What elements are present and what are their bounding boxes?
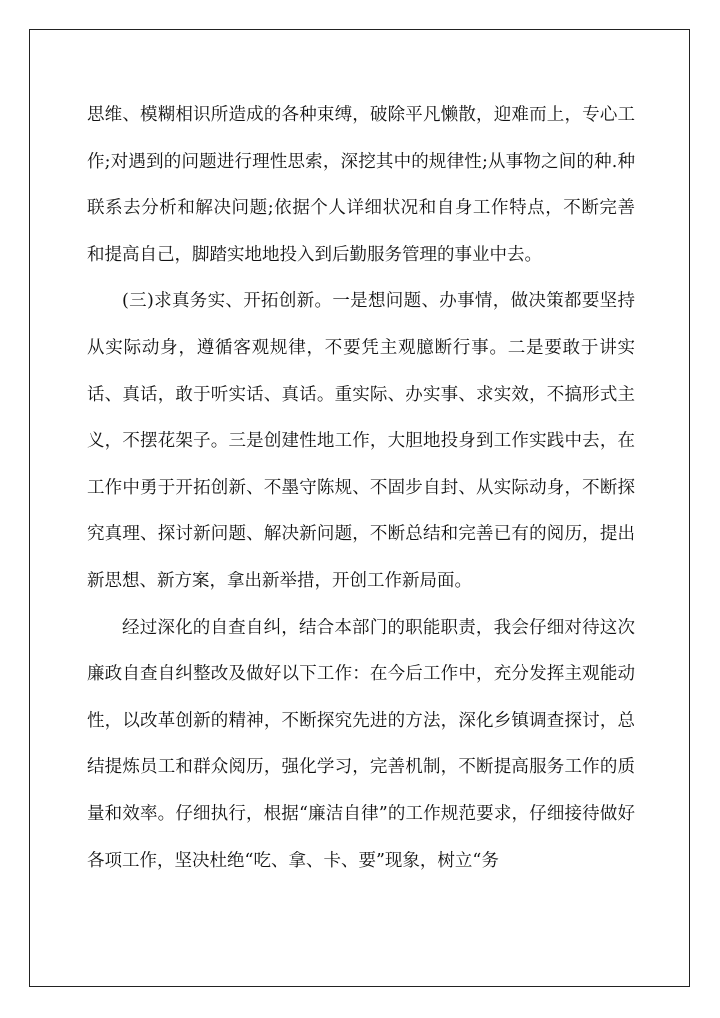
document-body [87, 92, 635, 884]
paragraph-seek-truth: (三)求真务实、开拓创新。一是想问题、办事情，做决策都要坚持从实际动身，遵循客观规律，不要凭主观臆断行事。二是要敢于讲实话、真话，敢于听实话、真话。重实际、办实事、求实效，不搞形式主义，不摆花架子。三是创建性地工作，大胆地投身到工作实践中去，在工作中勇于开拓创新、不墨守陈规、不固步自封、从实际动身，不断探究真理、探讨新问题、解决新问题，不断总结和完善已有的阅历，提出新思想、新方案，拿出新举措，开创工作新局面。 [87, 291, 635, 591]
paragraph-self-inspection: 经过深化的自查自纠，结合本部门的职能职责，我会仔细对待这次廉政自查自纠整改及做好以下工作：在今后工作中，充分发挥主观能动性，以改革创新的精神，不断探究先进的方法，深化乡镇调查探讨，总结提炼员工和群众阅历，强化学习，完善机制，不断提高服务工作的质量和效率。仔细执行，根据“廉洁自律”的工作规范要求，仔细接待做好各项工作，坚决杜绝“吃、拿、卡、要”现象，树立“务 [87, 617, 635, 871]
paragraph-continuation: 思维、模糊相识所造成的各种束缚，破除平凡懒散，迎难而上，专心工作;对遇到的问题进行理性思索，深挖其中的规律性;从事物之间的种.种联系去分析和解决问题;依据个人详细状况和自身工作特点，不断完善和提高自己，脚踏实地地投入到后勤服务管理的事业中去。 [87, 105, 635, 265]
